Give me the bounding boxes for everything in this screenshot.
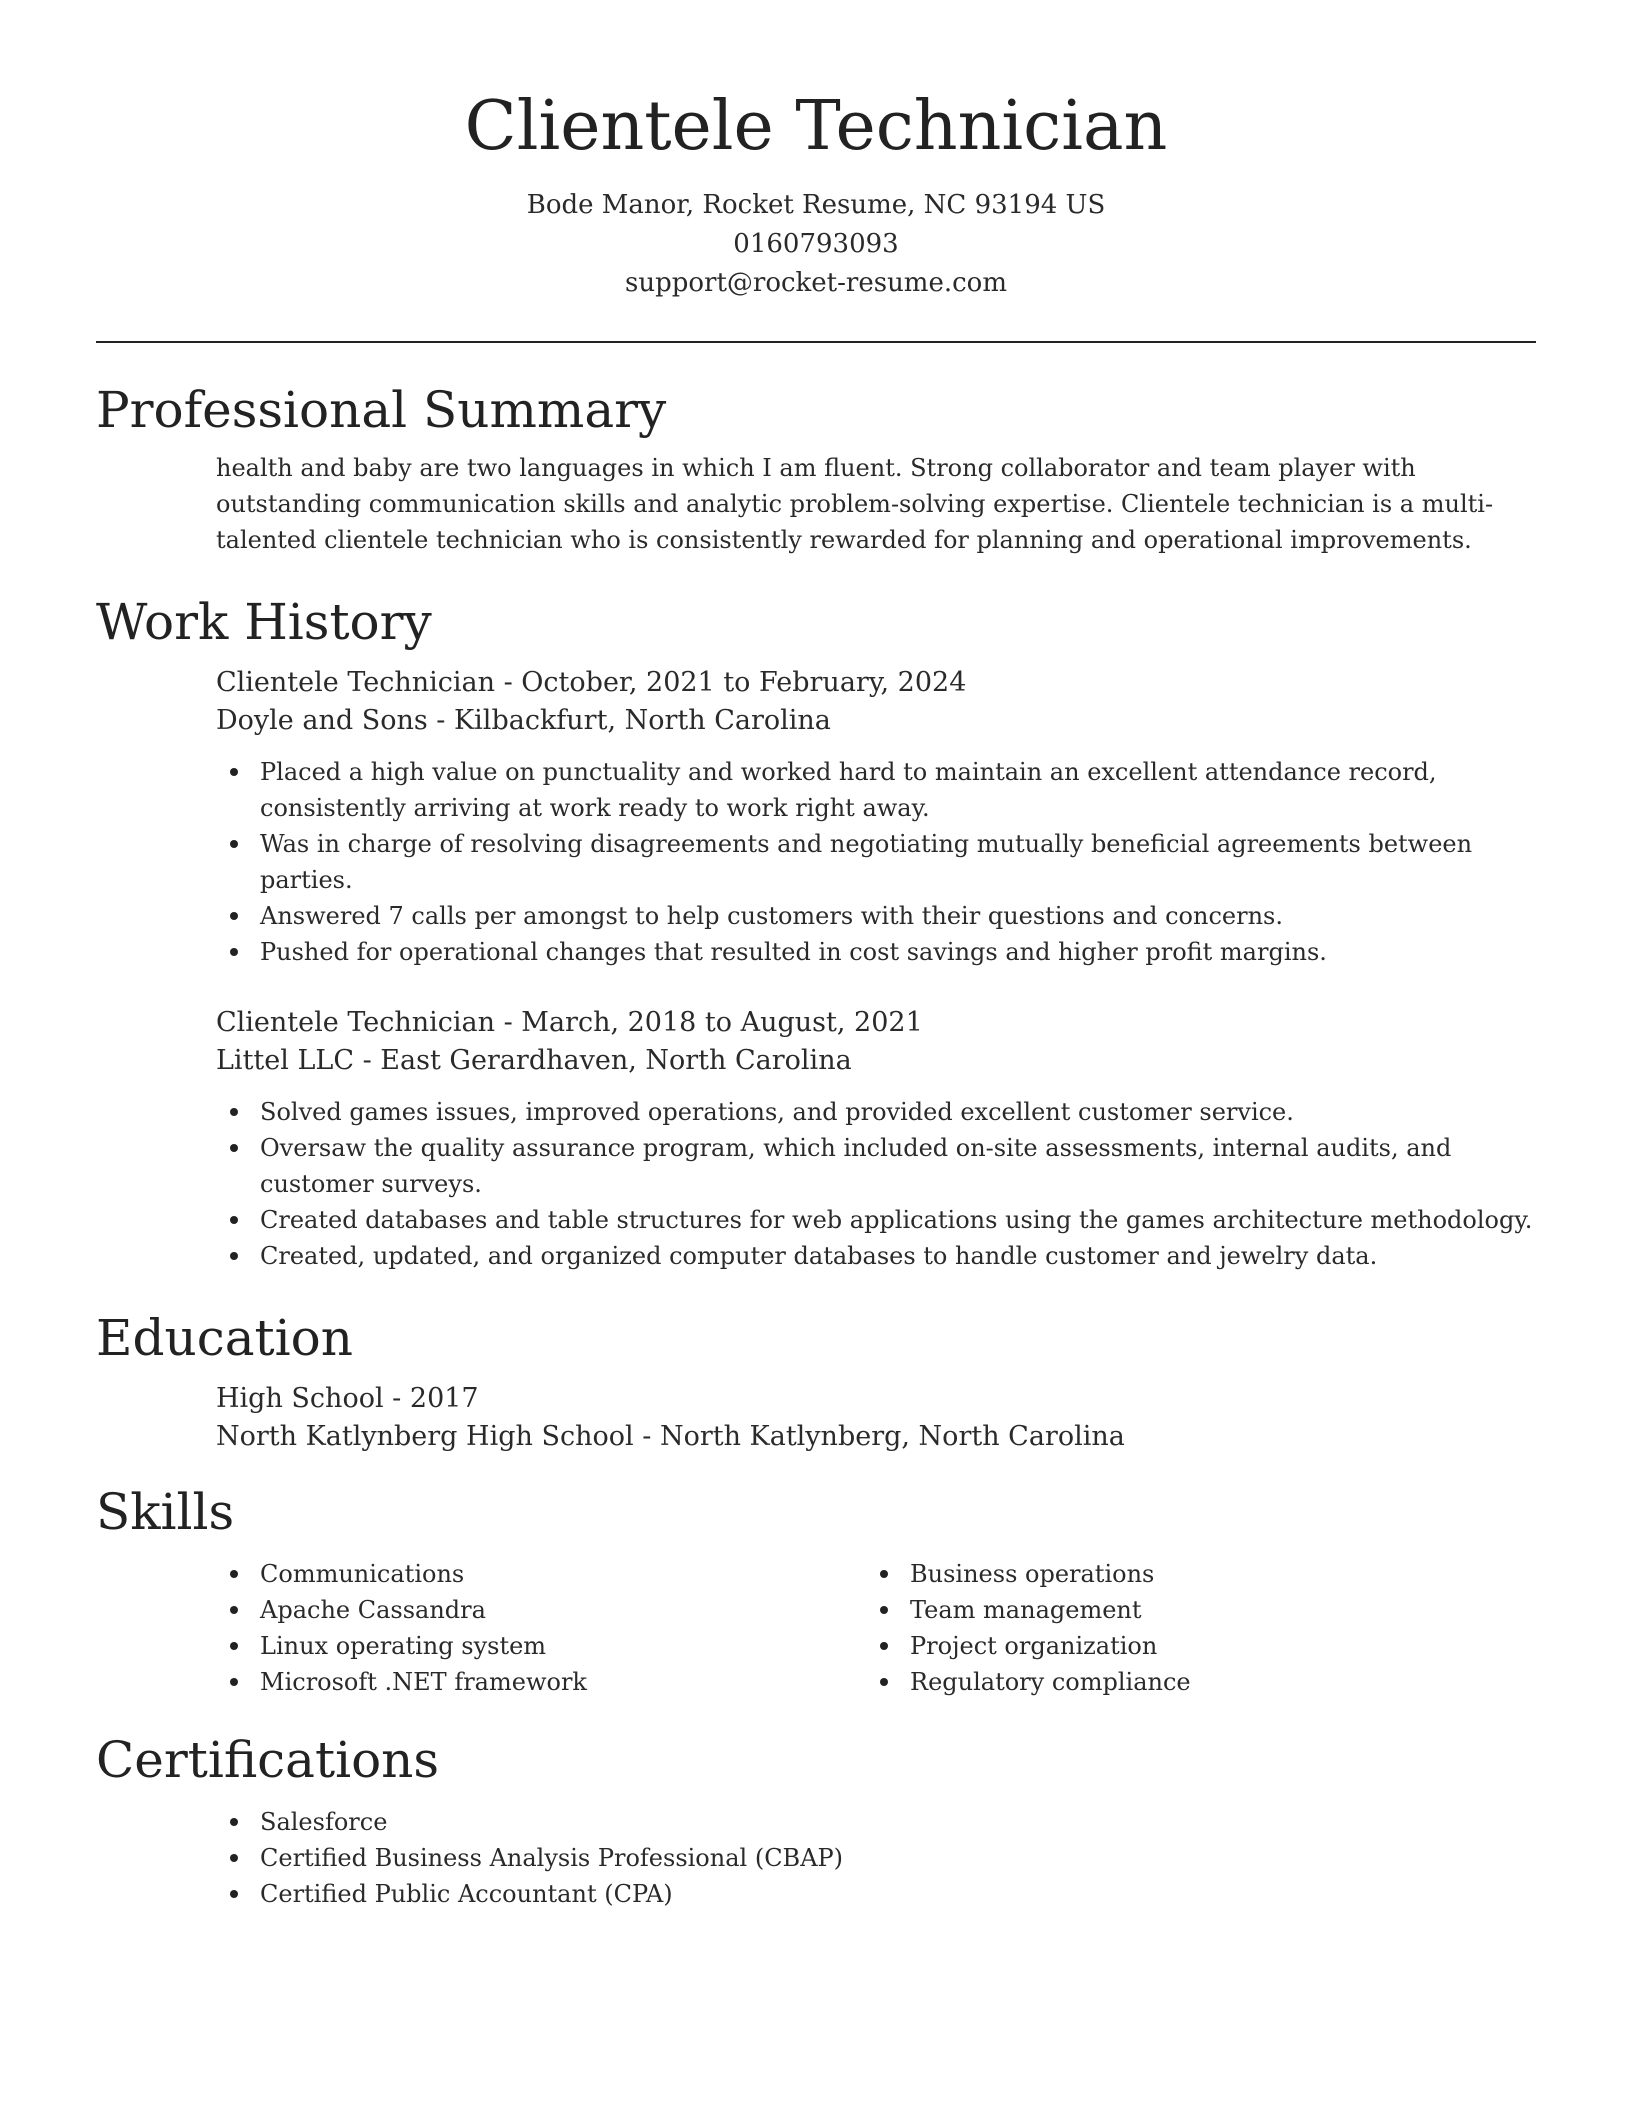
job-role: Clientele Technician [216, 1007, 495, 1038]
bullet-icon [230, 912, 238, 920]
bullet-icon [230, 1606, 238, 1614]
job-company-line [216, 1042, 1536, 1080]
list-item: Linux operating system [216, 1628, 866, 1664]
job-title-line [216, 1004, 1536, 1042]
separator: - [495, 1007, 522, 1038]
bullet-icon [880, 1570, 888, 1578]
job-bullets [216, 754, 1536, 970]
separator: - [495, 667, 522, 698]
list-item: Certified Business Analysis Professional (CBAP) [216, 1840, 1536, 1876]
list-item: Team management [866, 1592, 1516, 1628]
bullet-icon [230, 1252, 238, 1260]
bullet-icon [230, 1108, 238, 1116]
education-body [216, 1380, 1536, 1456]
separator: - [383, 1383, 410, 1414]
bullet-icon [880, 1642, 888, 1650]
list-item: Regulatory compliance [866, 1664, 1516, 1700]
summary-text: health and baby are two languages in which I am fluent. Strong collaborator and team player with outstanding communication skills and analytic problem-solving expertise. Clientele technician is a multi-talented clientele technician who is consistently rewarded for planning and operational improvements. [216, 454, 1494, 554]
bullet-icon [880, 1606, 888, 1614]
contact-phone: 0160793093 [733, 229, 899, 259]
list-item: Communications [216, 1556, 866, 1592]
certifications-section [96, 1728, 1536, 1912]
bullet-icon [880, 1678, 888, 1686]
job-dates: October, 2021 to February, 2024 [521, 667, 967, 698]
bullet-icon [230, 948, 238, 956]
job-location: Kilbackfurt, North Carolina [454, 705, 831, 736]
job-title-line [216, 664, 1536, 702]
list-item: Solved games issues, improved operations, and provided excellent customer service. [216, 1094, 1536, 1130]
bullet-icon [230, 1144, 238, 1152]
skills-column-left [216, 1556, 866, 1700]
education-location: North Katlynberg, North Carolina [659, 1421, 1125, 1452]
work-history-body [216, 664, 1536, 1274]
bullet-icon [230, 1216, 238, 1224]
bullet-icon [230, 1854, 238, 1862]
contact-address: Bode Manor, Rocket Resume, NC 93194 US [526, 190, 1106, 220]
job-company: Doyle and Sons [216, 705, 428, 736]
separator: - [633, 1421, 660, 1452]
job-entry [216, 664, 1536, 970]
education-year: 2017 [409, 1383, 479, 1414]
header-divider [96, 341, 1536, 343]
bullet-icon [230, 1890, 238, 1898]
job-location: East Gerardhaven, North Carolina [380, 1045, 852, 1076]
list-item: Answered 7 calls per amongst to help customers with their questions and concerns. [216, 898, 1536, 934]
job-dates: March, 2018 to August, 2021 [521, 1007, 923, 1038]
job-company: Littel LLC [216, 1045, 354, 1076]
bullet-icon [230, 1642, 238, 1650]
education-heading: Education [96, 1309, 353, 1367]
bullet-icon [230, 1678, 238, 1686]
education-degree: High School [216, 1383, 384, 1414]
education-degree-line [216, 1380, 1536, 1418]
candidate-name: Clientele Technician [464, 87, 1168, 166]
job-role: Clientele Technician [216, 667, 495, 698]
skills-heading: Skills [96, 1483, 235, 1541]
list-item: Placed a high value on punctuality and worked hard to maintain an excellent attendance record, consistently arriving at work ready to work right away. [216, 754, 1536, 826]
job-spacer [216, 970, 1536, 1004]
summary-section [96, 378, 1536, 558]
contact-email: support@rocket-resume.com [624, 268, 1007, 298]
list-item: Project organization [866, 1628, 1516, 1664]
skills-section [96, 1480, 1536, 1700]
resume-header [96, 82, 1536, 303]
certifications-heading: Certifications [96, 1731, 440, 1789]
bullet-icon [230, 1818, 238, 1826]
bullet-icon [230, 768, 238, 776]
job-bullets [216, 1094, 1536, 1274]
summary-body [216, 450, 1536, 558]
list-item: Pushed for operational changes that resulted in cost savings and higher profit margins. [216, 934, 1536, 970]
summary-heading: Professional Summary [96, 381, 667, 439]
bullet-icon [230, 1570, 238, 1578]
skills-body [216, 1556, 1536, 1700]
education-section [96, 1306, 1536, 1456]
list-item: Microsoft .NET framework [216, 1664, 866, 1700]
separator: - [353, 1045, 381, 1076]
education-school: North Katlynberg High School [216, 1421, 634, 1452]
list-item: Business operations [866, 1556, 1516, 1592]
skills-list-right [866, 1556, 1516, 1700]
bullet-icon [230, 840, 238, 848]
skills-column-right [866, 1556, 1516, 1700]
skills-grid [216, 1556, 1536, 1700]
education-school-line [216, 1418, 1536, 1456]
job-company-line [216, 702, 1536, 740]
list-item: Certified Public Accountant (CPA) [216, 1876, 1536, 1912]
list-item: Was in charge of resolving disagreements and negotiating mutually beneficial agreements between parties. [216, 826, 1536, 898]
list-item: Salesforce [216, 1804, 1536, 1840]
list-item: Created databases and table structures for web applications using the games architecture methodology. [216, 1202, 1536, 1238]
list-item: Oversaw the quality assurance program, which included on-site assessments, internal audits, and customer surveys. [216, 1130, 1536, 1202]
list-item: Created, updated, and organized computer databases to handle customer and jewelry data. [216, 1238, 1536, 1274]
skills-list-left [216, 1556, 866, 1700]
certifications-list [216, 1804, 1536, 1912]
certifications-body [216, 1804, 1536, 1912]
job-entry [216, 1004, 1536, 1274]
list-item: Apache Cassandra [216, 1592, 866, 1628]
work-history-section [96, 590, 1536, 1274]
separator: - [427, 705, 454, 736]
work-history-heading: Work History [96, 593, 432, 651]
